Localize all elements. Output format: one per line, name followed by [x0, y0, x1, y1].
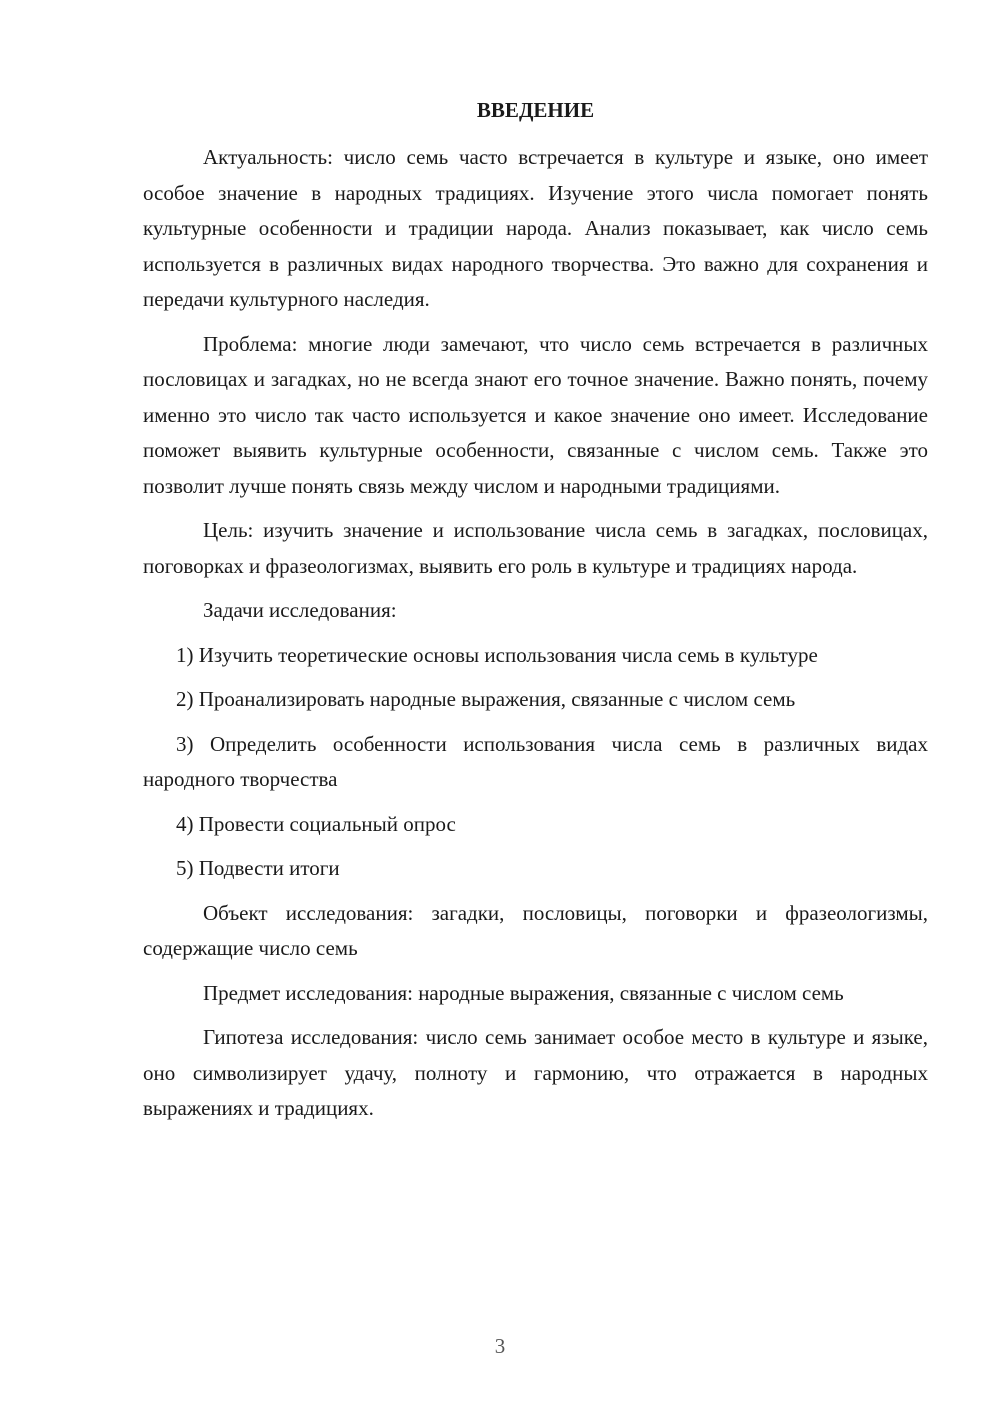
paragraph-problem: Проблема: многие люди замечают, что число семь встречается в различных пословицах и загадках, но не всегда знают его точное значение. Важно понять, почему именно это число так часто используется и какое значение оно имеет. Исследование поможет выявить культурные особенности, связанные с числом семь. Также это позволит лучше понять связь между числом и народными традициями. — [143, 331, 928, 498]
task-item-4: 4) Провести социальный опрос — [176, 811, 456, 836]
task-item-2: 2) Проанализировать народные выражения, связанные с числом семь — [176, 687, 796, 711]
paragraph-subject: Предмет исследования: народные выражения, связанные с числом семь — [203, 980, 844, 1005]
page-content — [143, 92, 928, 1136]
paragraph-object: Объект исследования: загадки, пословицы, поговорки и фразеологизмы, содержащие число семь — [143, 900, 928, 960]
paragraph-hypothesis: Гипотеза исследования: число семь занимает особое место в культуре и языке, оно символизирует удачу, полноту и гармонию, что отражается в народных выражениях и традициях. — [143, 1025, 928, 1120]
paragraph-goal: Цель: изучить значение и использование числа семь в загадках, пословицах, поговорках и фразеологизмах, выявить его роль в культуре и традициях народа. — [143, 518, 928, 578]
paragraph-relevance: Актуальность: число семь часто встречается в культуре и языке, оно имеет особое значение в народных традициях. Изучение этого числа помогает понять культурные особенности и традиции народа. Анализ показывает, как число семь используется в различных видах народного творчества. Это важно для сохранения и передачи культурного наследия. — [143, 145, 928, 311]
tasks-heading: Задачи исследования: — [203, 598, 397, 622]
section-title: ВВЕДЕНИЕ — [476, 98, 595, 122]
page-number: 3 — [494, 1334, 506, 1358]
task-item-1: 1) Изучить теоретические основы использования числа семь в культуре — [176, 642, 818, 667]
task-item-5: 5) Подвести итоги — [176, 856, 340, 880]
task-item-3: 3) Определить особенности использования числа семь в различных видах народного творчества — [143, 731, 928, 791]
